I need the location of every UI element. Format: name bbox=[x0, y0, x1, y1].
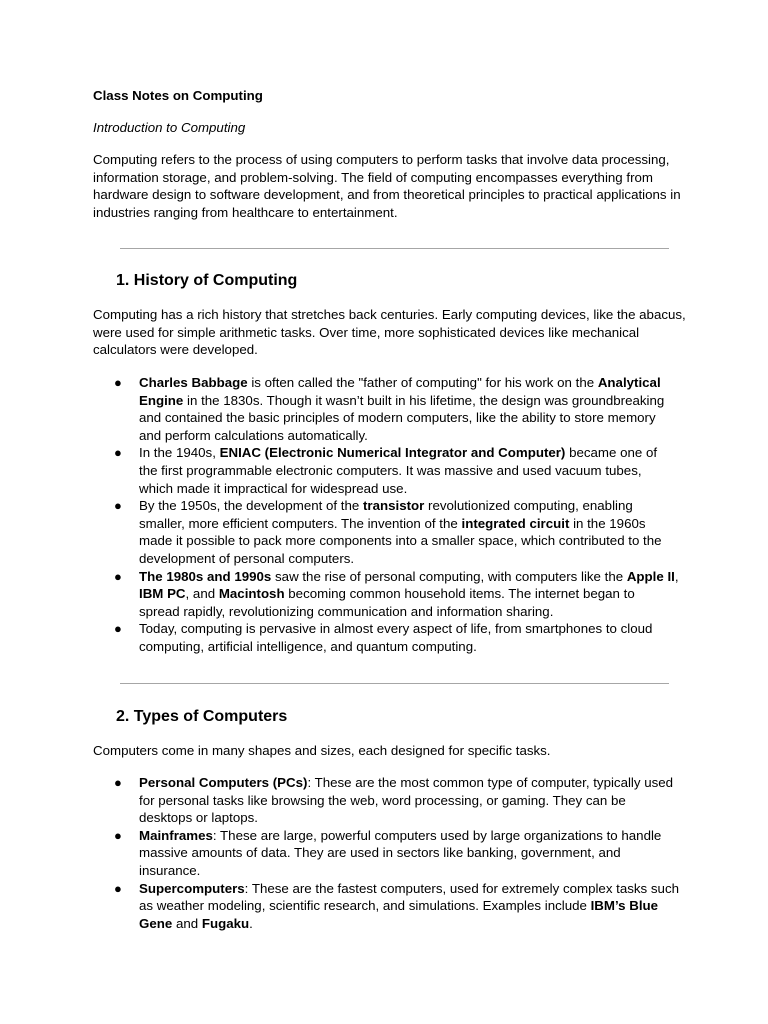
item-text: : These are large, powerful computers used by large organizations to handle massive amounts of data. They are used in sectors like banking, government, and insurance. bbox=[139, 827, 662, 878]
item-text: Today, computing is pervasive in almost every aspect of life, from smartphones to cloud computing, artificial intelligence, and quantum computing. bbox=[139, 621, 653, 654]
bold-text: Macintosh bbox=[218, 586, 285, 602]
document-subtitle: Introduction to Computing bbox=[93, 120, 246, 135]
section-heading-history: 1. History of Computing bbox=[116, 272, 298, 289]
history-paragraph: Computing has a rich history that stretches back centuries. Early computing devices, like the abacus, were used for simple arithmetic tasks. Over time, more sophisticated devices like mechanical calculators were developed. bbox=[93, 307, 686, 358]
item-text: By the 1950s, the development of the bbox=[139, 498, 363, 514]
bold-text: Fugaku bbox=[201, 915, 250, 931]
history-bullet-list bbox=[114, 374, 679, 656]
bullet-icon: ● bbox=[114, 498, 122, 514]
item-text: In the 1940s, bbox=[139, 445, 220, 461]
horizontal-rule bbox=[120, 683, 669, 684]
item-text: revolutionized computing, enabling smaller, more efficient computers. The invention of the bbox=[139, 498, 633, 531]
list-item bbox=[114, 620, 679, 655]
bullet-icon: ● bbox=[114, 568, 122, 584]
list-item bbox=[114, 568, 679, 621]
bullet-icon: ● bbox=[114, 621, 122, 637]
bold-text: Analytical Engine bbox=[139, 375, 661, 408]
bold-text: The 1980s and 1990s bbox=[139, 568, 272, 584]
bullet-icon: ● bbox=[114, 375, 122, 390]
item-text: in the 1960s made it possible to pack more components into a smaller space, which contributed to the development of personal computers. bbox=[139, 515, 662, 566]
bold-text: Personal Computers (PCs) bbox=[139, 775, 308, 790]
bullet-icon: ● bbox=[114, 775, 122, 790]
item-text: : These are the most common type of computer, typically used for personal tasks like browsing the web, word processing, or gaming. They can be desktops or laptops. bbox=[139, 775, 674, 826]
types-paragraph: Computers come in many shapes and sizes, each designed for specific tasks. bbox=[93, 743, 551, 758]
list-item bbox=[114, 880, 679, 933]
item-text: and bbox=[172, 915, 202, 931]
list-item bbox=[114, 774, 679, 827]
bullet-icon: ● bbox=[114, 445, 122, 461]
list-item bbox=[114, 497, 679, 567]
list-item bbox=[114, 444, 679, 497]
horizontal-rule bbox=[120, 248, 669, 249]
item-text: in the 1830s. Though it wasn’t built in his lifetime, the design was groundbreaking and contained the basic principles of modern computers, like the ability to store memory and perform calculations automatically. bbox=[139, 392, 665, 443]
bold-text: IBM’s Blue Gene bbox=[139, 898, 659, 931]
document-title: Class Notes on Computing bbox=[93, 88, 263, 103]
bold-text: integrated circuit bbox=[461, 515, 570, 531]
bold-text: Mainframes bbox=[139, 827, 213, 843]
section-heading-types: 2. Types of Computers bbox=[116, 708, 288, 725]
item-text: , and bbox=[185, 586, 219, 602]
item-text: . bbox=[249, 915, 253, 931]
bold-text: Apple II bbox=[626, 568, 675, 584]
types-bullet-list bbox=[114, 774, 679, 932]
intro-paragraph: Computing refers to the process of using computers to perform tasks that involve data processing, information storage, and problem-solving. The field of computing encompasses everything from hardware design to software development, and from theoretical principles to practical applications in industries ranging from healthcare to entertainment. bbox=[93, 152, 681, 220]
item-text: , bbox=[674, 568, 679, 584]
item-text: saw the rise of personal computing, with computers like the bbox=[271, 568, 627, 584]
bold-text: transistor bbox=[362, 498, 425, 514]
item-text: is often called the "father of computing" for his work on the bbox=[247, 375, 598, 390]
list-item bbox=[114, 374, 679, 444]
bold-text: IBM PC bbox=[139, 586, 186, 602]
item-text: : These are the fastest computers, used for extremely complex tasks such as weather modeling, scientific research, and simulations. Examples include bbox=[139, 880, 679, 914]
item-text: became one of the first programmable electronic computers. It was massive and used vacuum tubes, which made it impractical for widespread use. bbox=[139, 445, 658, 496]
list-item bbox=[114, 827, 679, 880]
bold-text: Supercomputers bbox=[139, 880, 245, 896]
bullet-icon: ● bbox=[114, 827, 122, 843]
bold-text: ENIAC (Electronic Numerical Integrator and Computer) bbox=[219, 445, 566, 461]
bullet-icon: ● bbox=[114, 880, 122, 896]
bold-text: Charles Babbage bbox=[139, 375, 248, 390]
item-text: becoming common household items. The internet began to spread rapidly, revolutionizing communication and information sharing. bbox=[139, 586, 635, 619]
